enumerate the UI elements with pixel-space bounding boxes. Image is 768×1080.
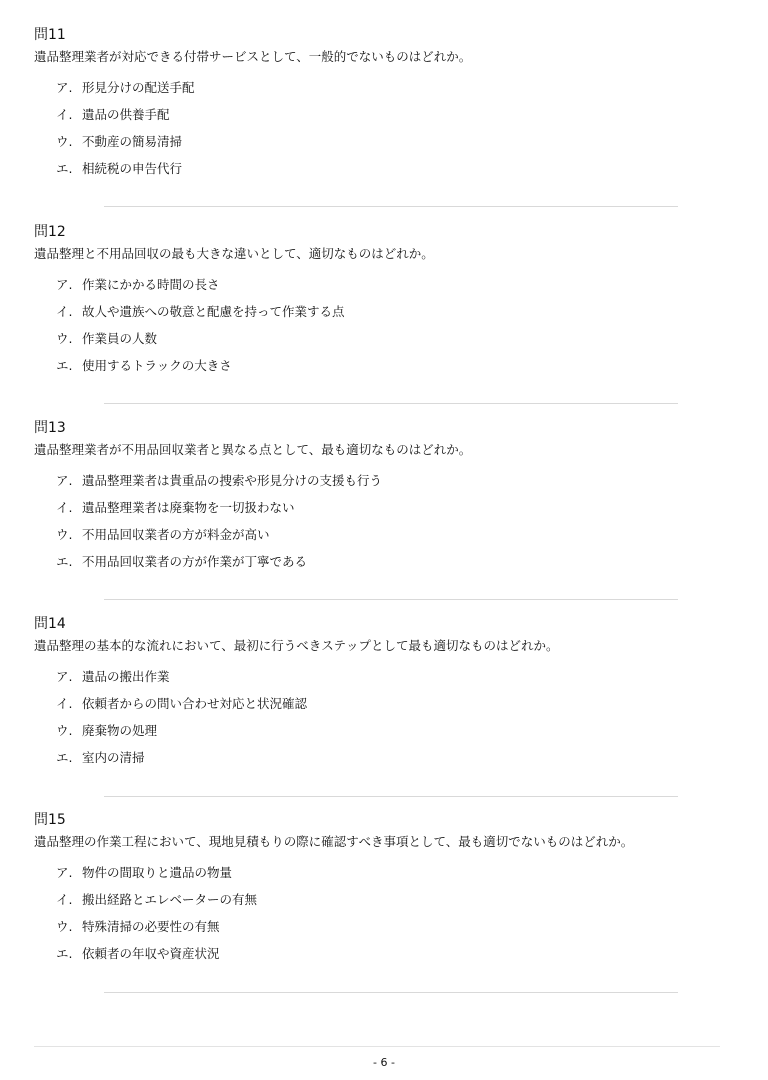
choice-letter: ウ. <box>56 919 73 934</box>
choice-text: 不用品回収業者の方が作業が丁寧である <box>82 554 308 569</box>
section-divider <box>104 206 678 207</box>
question-text: 遺品整理業者が対応できる付帯サービスとして、一般的でないものはどれか。 <box>34 49 472 64</box>
choice-u <box>56 134 734 150</box>
choice-letter: ア. <box>56 865 73 880</box>
choice-list <box>34 473 734 570</box>
question-11 <box>34 26 734 188</box>
choice-text: 作業にかかる時間の長さ <box>82 277 220 292</box>
choice-text: 遺品の供養手配 <box>82 107 170 122</box>
choice-e <box>56 750 734 766</box>
section-divider <box>104 992 678 993</box>
choice-list <box>34 80 734 177</box>
choice-letter: イ. <box>56 892 73 907</box>
choice-e <box>56 946 734 962</box>
choice-list <box>34 277 734 374</box>
page-number: - 6 - <box>373 1056 395 1069</box>
section-divider <box>104 796 678 797</box>
choice-i <box>56 696 734 712</box>
choice-text: 不用品回収業者の方が料金が高い <box>82 527 270 542</box>
question-label: 問15 <box>34 812 66 828</box>
choice-text: 遺品整理業者は廃棄物を一切扱わない <box>82 500 295 515</box>
choice-letter: エ. <box>56 554 73 569</box>
question-text: 遺品整理と不用品回収の最も大きな違いとして、適切なものはどれか。 <box>34 246 434 261</box>
question-label: 問12 <box>34 224 66 240</box>
choice-text: 作業員の人数 <box>82 331 158 346</box>
choice-letter: ア. <box>56 669 73 684</box>
choice-letter: エ. <box>56 358 73 373</box>
footer-divider <box>34 1046 720 1047</box>
choice-i <box>56 304 734 320</box>
choice-a <box>56 277 734 293</box>
choice-u <box>56 919 734 935</box>
choice-text: 相続税の申告代行 <box>82 161 183 176</box>
choice-e <box>56 161 734 177</box>
choice-letter: イ. <box>56 696 73 711</box>
choice-text: 不動産の簡易清掃 <box>82 134 183 149</box>
choice-letter: ア. <box>56 277 73 292</box>
choice-u <box>56 331 734 347</box>
choice-u <box>56 723 734 739</box>
section-divider <box>104 403 678 404</box>
choice-text: 故人や遺族への敬意と配慮を持って作業する点 <box>82 304 345 319</box>
choice-letter: イ. <box>56 107 73 122</box>
choice-i <box>56 892 734 908</box>
choice-letter: エ. <box>56 161 73 176</box>
question-text: 遺品整理業者が不用品回収業者と異なる点として、最も適切なものはどれか。 <box>34 442 472 457</box>
choice-text: 遺品の搬出作業 <box>82 669 170 684</box>
choice-text: 遺品整理業者は貴重品の捜索や形見分けの支援も行う <box>82 473 383 488</box>
question-14 <box>34 615 734 777</box>
question-label: 問11 <box>34 27 66 43</box>
choice-a <box>56 473 734 489</box>
question-12 <box>34 223 734 385</box>
choice-list <box>34 669 734 766</box>
choice-a <box>56 865 734 881</box>
choice-letter: ア. <box>56 80 73 95</box>
choice-letter: ウ. <box>56 723 73 738</box>
question-13 <box>34 419 734 581</box>
choice-text: 搬出経路とエレベーターの有無 <box>82 892 258 907</box>
choice-text: 形見分けの配送手配 <box>82 80 195 95</box>
question-15 <box>34 811 734 973</box>
choice-text: 依頼者の年収や資産状況 <box>82 946 220 961</box>
choice-letter: ウ. <box>56 331 73 346</box>
choice-a <box>56 669 734 685</box>
choice-text: 廃棄物の処理 <box>82 723 158 738</box>
choice-text: 室内の清掃 <box>82 750 145 765</box>
choice-letter: イ. <box>56 304 73 319</box>
choice-letter: イ. <box>56 500 73 515</box>
choice-i <box>56 500 734 516</box>
choice-text: 使用するトラックの大きさ <box>82 358 232 373</box>
choice-a <box>56 80 734 96</box>
choice-letter: ウ. <box>56 527 73 542</box>
question-text: 遺品整理の基本的な流れにおいて、最初に行うべきステップとして最も適切なものはどれか。 <box>34 638 559 653</box>
choice-e <box>56 358 734 374</box>
choice-e <box>56 554 734 570</box>
choice-i <box>56 107 734 123</box>
choice-u <box>56 527 734 543</box>
choice-letter: エ. <box>56 750 73 765</box>
choice-letter: ア. <box>56 473 73 488</box>
question-label: 問14 <box>34 616 66 632</box>
section-divider <box>104 599 678 600</box>
choice-letter: エ. <box>56 946 73 961</box>
choice-list <box>34 865 734 962</box>
question-label: 問13 <box>34 420 66 436</box>
choice-text: 物件の間取りと遺品の物量 <box>82 865 233 880</box>
question-text: 遺品整理の作業工程において、現地見積もりの際に確認すべき事項として、最も適切でないものはどれか。 <box>34 834 634 849</box>
choice-text: 特殊清掃の必要性の有無 <box>82 919 220 934</box>
choice-text: 依頼者からの問い合わせ対応と状況確認 <box>82 696 308 711</box>
choice-letter: ウ. <box>56 134 73 149</box>
